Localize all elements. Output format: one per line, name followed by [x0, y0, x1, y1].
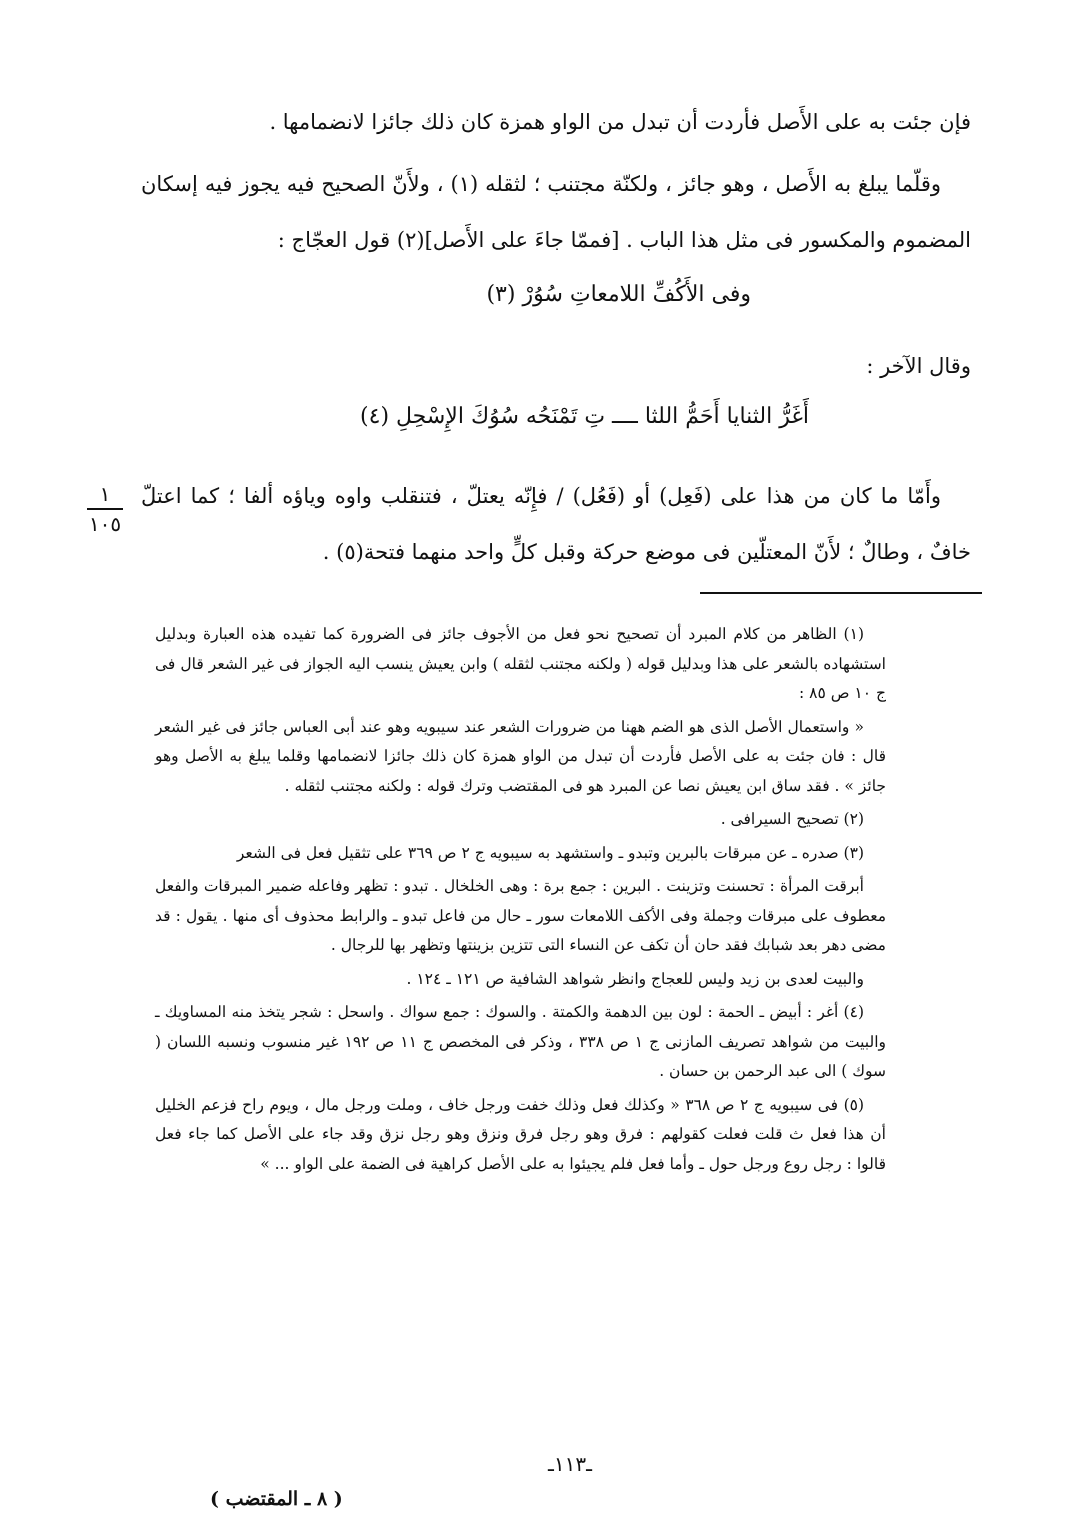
main-paragraph-1: فإن جئت به على الأَصل فأردت أن تبدل من الواو همزة كان ذلك جائزا لانضمامها .	[269, 110, 971, 134]
verse-1: وفى الأَكُفِّ اللامعاتِ سُوُرْ (٣)	[486, 282, 751, 307]
footnotes-section	[155, 620, 886, 1183]
footnote-3-explanation: أبرقت المرأة : تحسنت وتزينت . البرين : جمع برة : وهى الخلخال . تبدو : تظهر وفاعله ضمير المبرقات والفعل معطوف على مبرقات وجملة وفى الأكف اللامعات سور ـ حال من فاعل تبدو ـ والرابط محذوف أى منها . يقول : قد مضى دهر بعد شبابك فقد حان أن تكف عن النساء التى تتزين بزينتها وتظهر بها للرجال .	[155, 877, 886, 954]
main-paragraph-4: وأَمّا ما كان من هذا على (فَعِل) أو (فَعُل) / فإِنّه يعتلّ ، فتنقلب واوه وياؤه ألفا ؛ كما اعتلّ خافٌ ، وطالٌ ؛ لأَنّ المعتلّين فى موضع حركة وقبل كلٍّ واحد منهما فتحة(٥) .	[141, 484, 971, 564]
main-paragraph-3: وقال الآخر :	[866, 354, 971, 378]
page-number: ـ١١٣ـ	[548, 1452, 592, 1476]
margin-reference-bottom: ١٠٥	[88, 512, 122, 536]
footnote-4: (٤) أغر : أبيض ـ الحمة : لون بين الدهمة والكمتة . والسوك : جمع سواك . واسحل : شجر يتخذ منه المساويك ـ والبيت من شواهد تصريف المازنى ج ١ ص ٣٣٨ ، وذكر فى المخصص ج ١١ ص ١٩٢ غير منسوب ونسبه اللسان ( سوك ) الى عبد الرحمن بن حسان .	[155, 1003, 886, 1080]
footnote-3-attribution: والبيت لعدى بن زيد وليس للعجاج وانظر شواهد الشافية ص ١٢١ ـ ١٢٤ .	[406, 969, 864, 988]
main-paragraph-2: وقلّما يبلغ به الأَصل ، وهو جائز ، ولكنّة مجتنب ؛ لثقله (١) ، ولأَنّ الصحيح فيه يجوز فيه إسكان المضموم والمكسور فى مثل هذا الباب . [فممّا جاءَ على الأَصل](٢) قول العجّاج :	[141, 172, 971, 252]
footnote-separator	[700, 592, 982, 594]
footnote-5: (٥) فى سيبويه ج ٢ ص ٣٦٨ « وكذلك فعل وذلك خفت ورجل خاف ، وملت ورجل مال ، ويوم راح فزعم الخليل أن هذا فعل ث قلت فعلت كقولهم : فرق وهو رجل فرق ونزق وهو رجل نزق وقد جاء على الأصل كما جاء فعل قالوا : رجل روع ورجل حول ـ وأما فعل فلم يجيئوا به على الأصل كراهية فى الضمة على الواو ... »	[155, 1095, 886, 1173]
footnote-2: (٢) تصحيح السيرافى .	[720, 810, 864, 828]
footnote-3: (٣) صدره ـ عن مبرقات بالبرين وتبدو ـ واستشهد به سيبويه ج ٢ ص ٣٦٩ على تثقيل فعل فى الشعر	[236, 843, 864, 862]
margin-page-reference	[70, 480, 140, 538]
footnote-1-quote: « واستعمال الأصل الذى هو الضم ههنا من ضرورات الشعر عند سيبويه وهو عند أبى العباس جائز فى غير الشعر قال : فان جئت به على الأصل فأردت أن تبدل من الواو همزة كان ذلك جائزا لانضمامها وقلما يبلغ به الأصل وهو جائز » . فقد ساق ابن يعيش نصا عن المبرد هو فى المقتضب وترك قوله : ولكنه مجتنب لثقله .	[155, 717, 886, 795]
footnote-1: (١) الظاهر من كلام المبرد أن تصحيح نحو فعل من الأجوف جائز فى الضرورة كما تفيده هذه العبارة وبدليل استشهاده بالشعر على هذا وبدليل قوله ( ولكنه مجتنب لثقله ) وابن يعيش ينسب اليه الجواز فى غير الشعر قال فى ج ١٠ ص ٨٥ :	[155, 625, 886, 702]
signature-mark: ( ٨ ـ المقتضب )	[210, 1488, 343, 1510]
margin-reference-top: ١	[87, 480, 123, 510]
verse-2: أَغَرُّ الثنايا أَحَمُّ اللثا ــــ تِ تَمْنَحُه سُوُكَ الإِسْحِلِ (٤)	[360, 404, 809, 429]
